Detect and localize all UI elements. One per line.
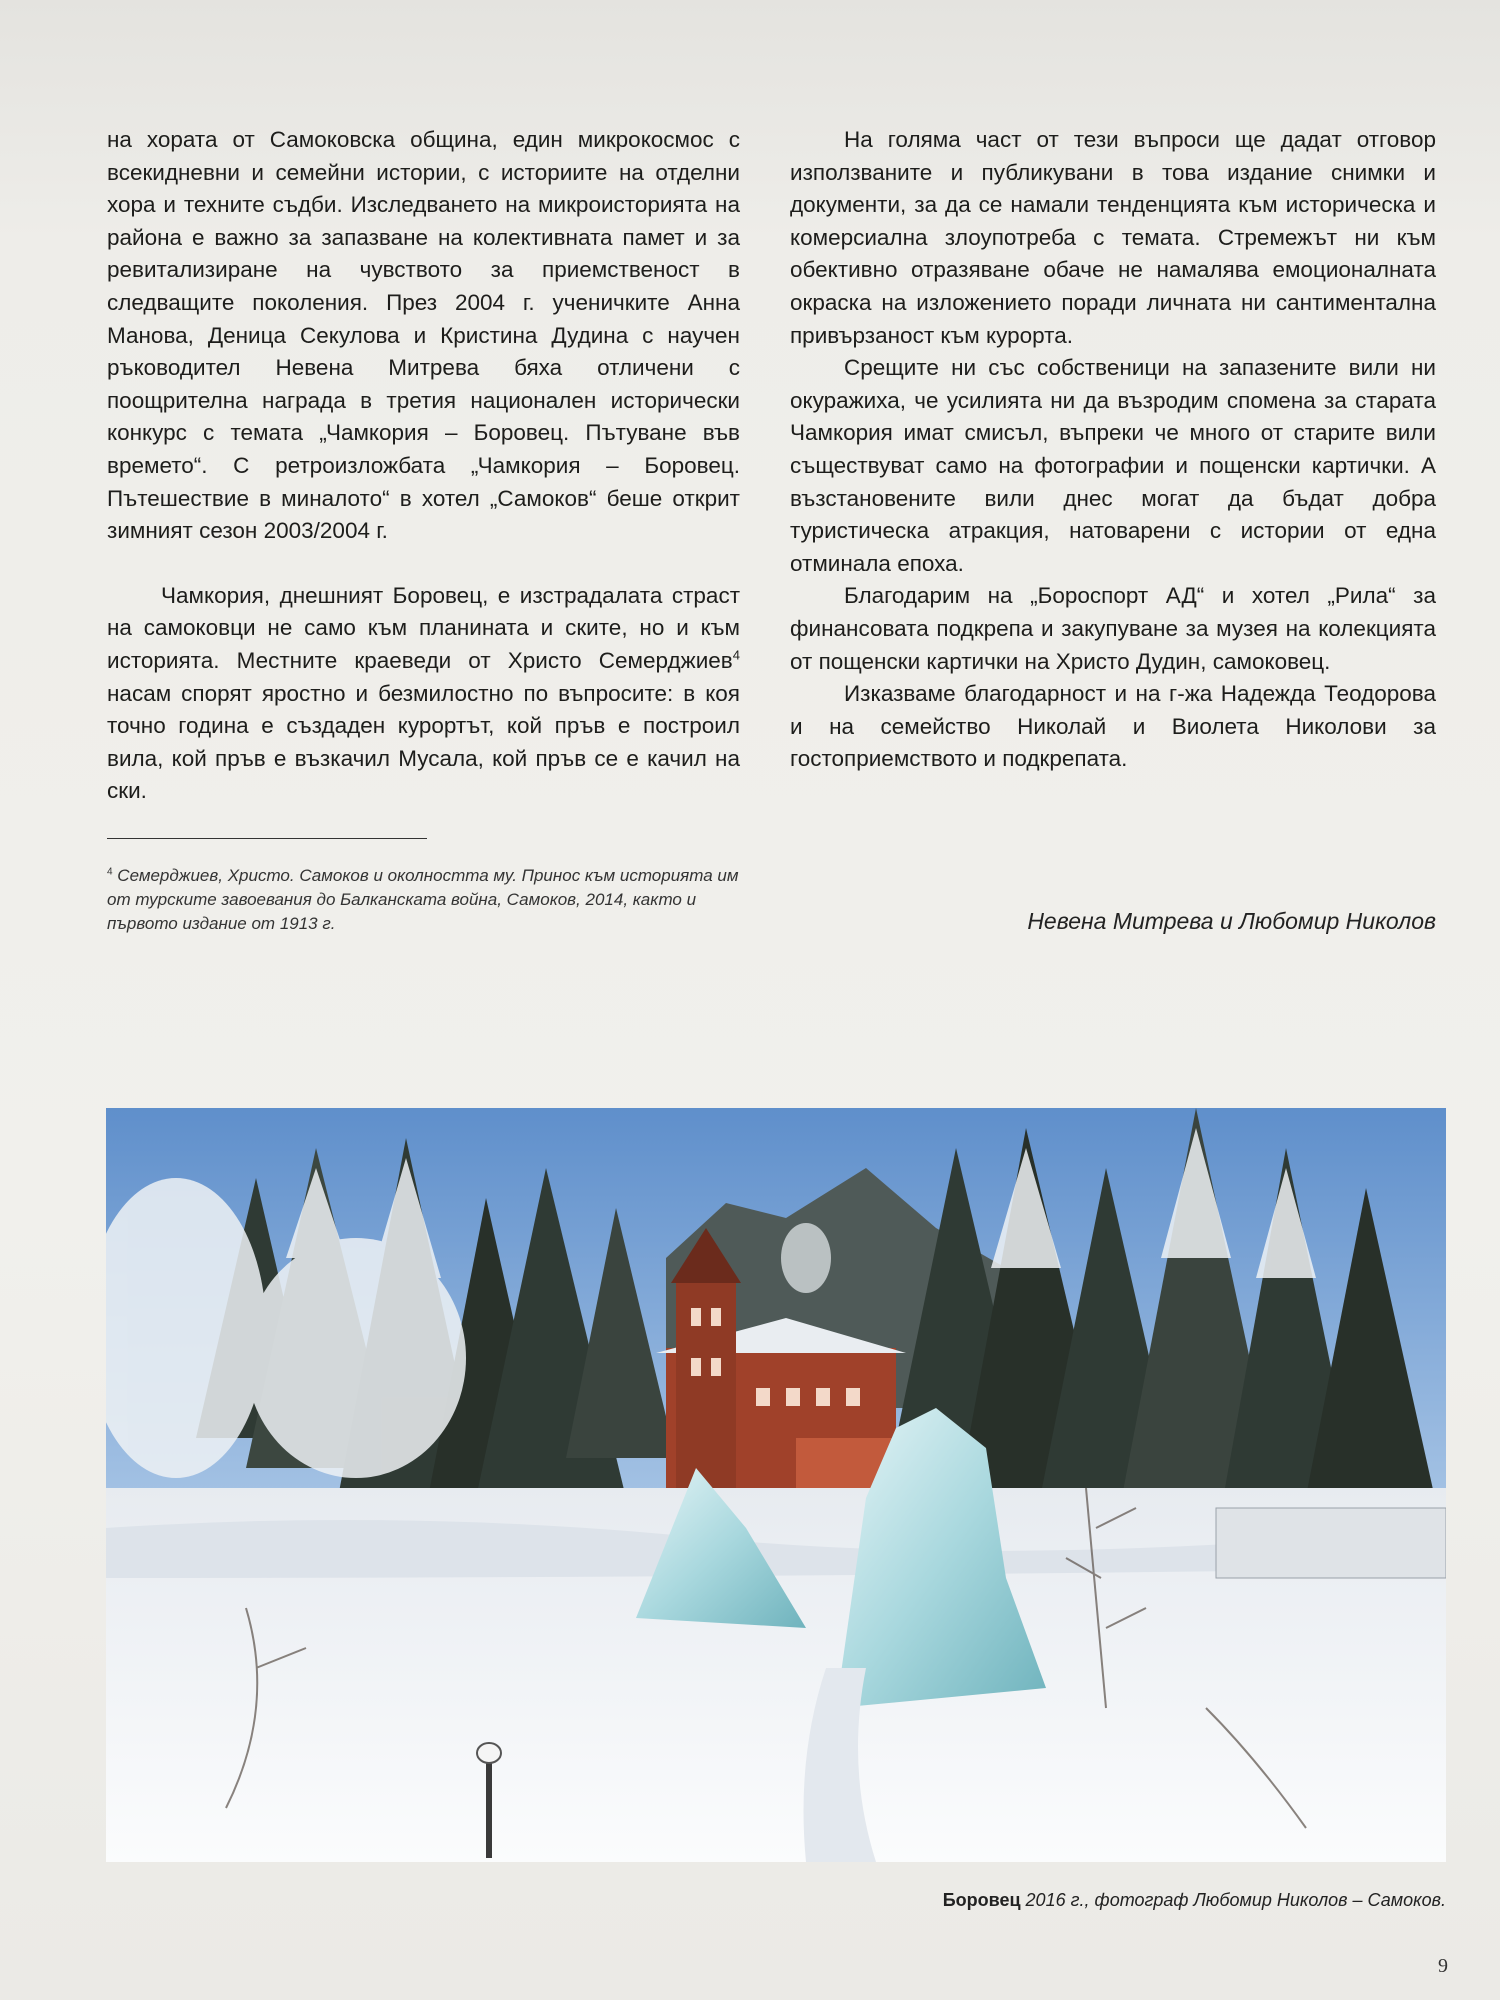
footnote: [107, 864, 740, 936]
photo-caption: [943, 1890, 1446, 1911]
left-text-column: [107, 124, 740, 808]
caption-place: Боровец: [942, 1890, 1021, 1910]
paragraph-thanks-family: Изказваме благодарност и на г-жа Надежда Теодорова и на семейство Николай и Виолета Николови за гостоприемството и подкрепата.: [790, 681, 1436, 772]
footnote-text: Семерджиев, Христо. Самоков и околността му. Принос към историята им от турските завоевания до Балканската война, Самоков, 2014, както и първото издание от 1913 г.: [107, 866, 739, 933]
bus: [1216, 1508, 1446, 1578]
winter-borovets-photo: [106, 1108, 1446, 1862]
footnote-divider: [107, 838, 427, 839]
paragraph-chamkoria: [107, 580, 740, 808]
footnote-number: 4: [107, 866, 113, 878]
paragraph-chamkoria-end: насам спорят яростно и безмилостно по въпросите: в коя точно година е създаден курортът, кой пръв е построил вила, кой пръв е възкачил Мусала, кой пръв се е качил на ски.: [107, 680, 740, 804]
caption-text: 2016 г., фотограф Любомир Николов – Самоков.: [1020, 1890, 1446, 1910]
right-text-column: [790, 124, 1436, 776]
page-number: 9: [1438, 1955, 1448, 1977]
paragraph-photos-documents: На голяма част от тези въпроси ще дадат отговор използваните и публикувани в това издание снимки и документи, за да се намали тенденцията към историческа и комерсиална злоупотреба с темата. Стремежът ни към обективно отразяване обаче не намалява емоционалната окраска на изложението поради личната ни сантиментална привързаност към курорта.: [790, 127, 1436, 348]
footnote-reference[interactable]: 4: [732, 647, 740, 663]
paragraph-thanks-borosport: Благодарим на „Бороспорт АД“ и хотел „Рила“ за финансовата подкрепа и закупуване за музея на колекцията от пощенски картички на Христо Дудин, самоковец.: [790, 583, 1436, 674]
author-signature: Невена Митрева и Любомир Николов: [1027, 908, 1436, 934]
photo-illustration: [106, 1108, 1446, 1862]
paragraph-chamkoria-start: Чамкория, днешният Боровец, е изстрадалата страст на самоковци не само към планината и ските, но и към историята. Местните краеведи от Христо Семерджиев: [107, 582, 740, 673]
paragraph-microhistory: на хората от Самоковска община, един микрокосмос с всекидневни и семейни истории, с историите на отделни хора и техните съдби. Изследването на микроисторията на района е важно за запазване на колективната памет и за ревитализиране на чувството за приемственост в следващите поколения. През 2004 г. ученичките Анна Манова, Деница Секулова и Кристина Дудина с научен ръководител Невена Митрева бяха отличени с поощрителна награда в третия национален исторически конкурс с темата „Чамкория – Боровец. Пътуване във времето“. С ретроизложбата „Чамкория – Боровец. Пътешествие в миналото“ в хотел „Самоков“ беше открит зимният сезон 2003/2004 г.: [107, 127, 740, 544]
paragraph-villa-owners: Срещите ни със собственици на запазените вили ни окуражиха, че усилията ни да възродим спомена за старата Чамкория имат смисъл, въпреки че много от старите вили съществуват само на фотографии и пощенски картички. А възстановените вили днес могат да бъдат добра туристическа атракция, натоварени с истории от една отминала епоха.: [790, 355, 1436, 576]
